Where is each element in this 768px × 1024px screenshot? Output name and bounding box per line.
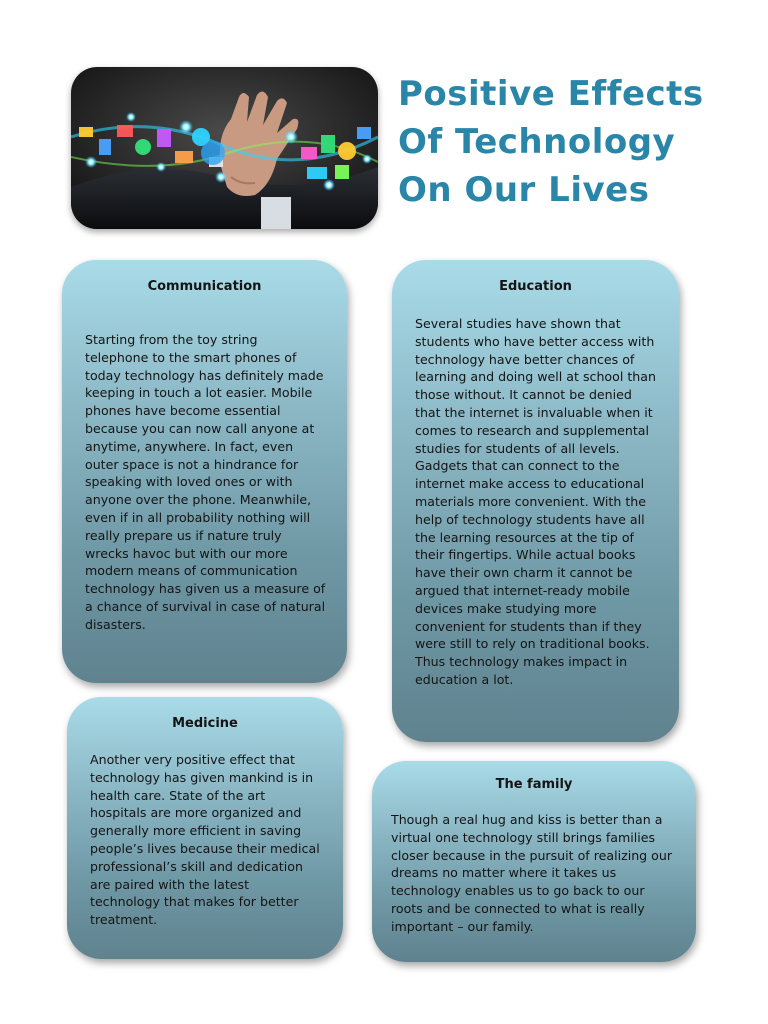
medicine-body: Another very positive effect that technology has given mankind is in health care. State of the art hospitals are more organized and generally more efficient in saving people’s lives because their medical professional’s skill and dedication are paired with the latest technology that makes for better treatment. <box>90 752 320 928</box>
medicine-card <box>67 697 343 959</box>
education-body: Several studies have shown that students who have better access with technology have better chances of learning and doing well at school than those without. It cannot be denied that the internet is invaluable when it comes to research and supplemental studies for students of all levels. Gadgets that can connect to the internet make access to educational materials more convenient. With the help of technology students have all the learning resources at the tip of their fingertips. While actual books have their own charm it cannot be argued that internet-ready mobile devices make studying more convenient for students than if they were still to rely on traditional books. Thus technology makes impact in education a lot. <box>415 316 656 687</box>
family-heading: The family <box>495 777 573 792</box>
title-line-3: On Our Lives <box>398 170 650 210</box>
communication-body: Starting from the toy string telephone to the smart phones of today technology has definitely made keeping in touch a lot easier. Mobile phones have become essential because you can now call anyone at anytime, anywhere. In fact, even outer space is not a hindrance for speaking with loved ones or with anyone over the phone. Meanwhile, even if in all probability nothing will really prepare us if nature truly wrecks havoc but with our more modern means of communication technology has given us a measure of a chance of survival in case of natural disasters. <box>85 332 326 632</box>
hero-image <box>71 67 378 229</box>
family-body: Though a real hug and kiss is better than a virtual one technology still brings families closer because in the pursuit of realizing our dreams no matter where it takes us technology enables us to go back to our roots and be connected to what is really important – our family. <box>391 812 673 934</box>
page-title <box>398 70 738 214</box>
medicine-heading: Medicine <box>172 716 238 731</box>
communication-card <box>62 260 347 683</box>
education-heading: Education <box>499 279 572 294</box>
family-card <box>372 761 696 962</box>
communication-heading: Communication <box>147 279 262 294</box>
title-line-2: Of Technology <box>398 122 676 162</box>
education-card <box>392 260 679 742</box>
title-line-1: Positive Effects <box>398 74 704 114</box>
